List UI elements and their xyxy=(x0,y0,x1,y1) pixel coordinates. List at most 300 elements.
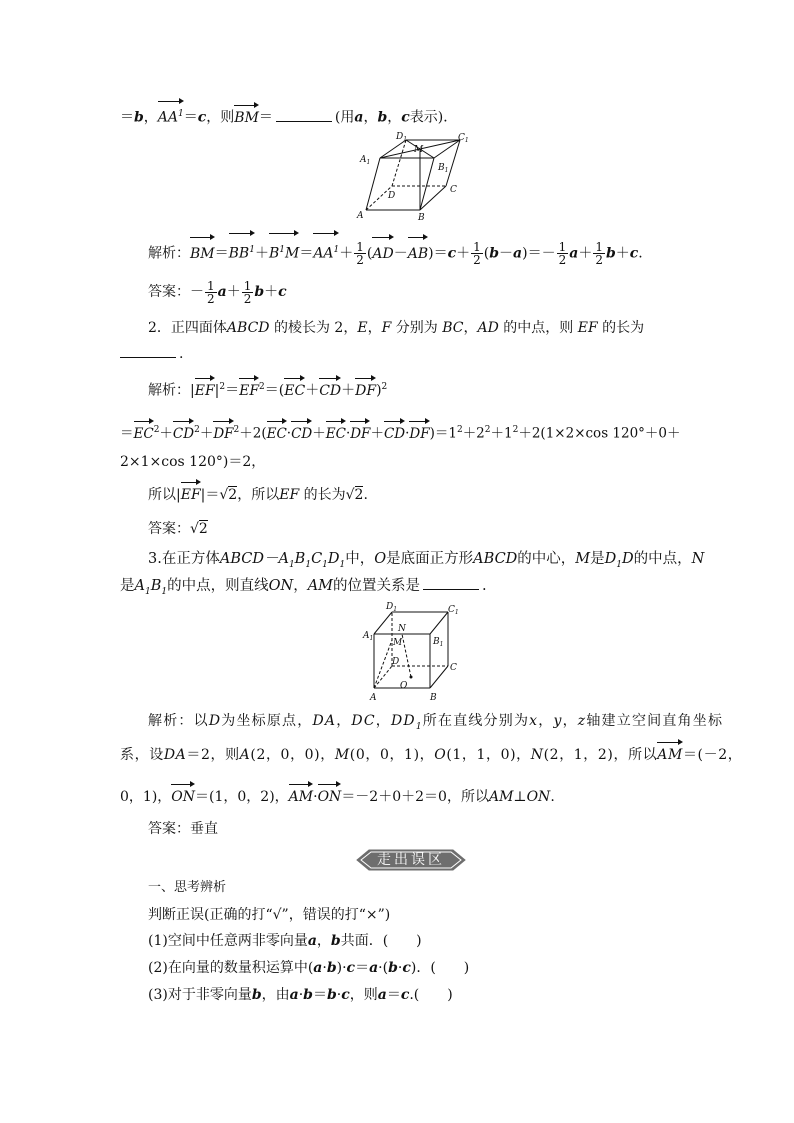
label-b1: $B_1$ xyxy=(433,637,444,648)
text: A xyxy=(239,747,251,763)
text: · xyxy=(397,960,403,976)
text: 的长为 xyxy=(602,320,645,336)
text: C xyxy=(311,551,323,567)
text: ＝ xyxy=(120,109,134,126)
text: 以 xyxy=(193,713,209,729)
text: B xyxy=(268,245,280,262)
label-a1: $A_1$ xyxy=(360,155,371,166)
sup: 2 xyxy=(219,382,226,392)
var-b: b xyxy=(251,987,262,1003)
text: ， xyxy=(363,109,378,126)
var-a: a xyxy=(377,987,387,1003)
vector: AD xyxy=(372,240,393,268)
var-c: c xyxy=(346,960,356,976)
text: ＋2 xyxy=(462,425,485,442)
var-c: c xyxy=(341,987,350,1003)
text: ＋ xyxy=(370,425,384,442)
text: O xyxy=(374,551,387,567)
numerator: 1 xyxy=(558,240,567,255)
radicand: 2 xyxy=(354,487,364,503)
var-c: c xyxy=(400,987,410,1003)
vector: CD xyxy=(383,425,406,442)
text: D xyxy=(604,551,617,567)
var-b: b xyxy=(254,284,265,300)
text: ＝ xyxy=(183,109,198,126)
vector: AM xyxy=(657,747,683,763)
label-b: B xyxy=(418,213,425,223)
var-b: b xyxy=(388,960,398,976)
denominator: 2 xyxy=(595,253,603,268)
text: DC xyxy=(351,713,376,729)
text xyxy=(134,578,168,597)
answer-label: 答案： xyxy=(148,521,190,537)
text: ) xyxy=(522,245,528,262)
edge-a1d1 xyxy=(374,612,392,634)
text: y xyxy=(553,713,563,729)
sup: 2 xyxy=(194,425,200,435)
numerator: 1 xyxy=(595,240,603,255)
text: · xyxy=(313,789,318,805)
text: ＝2，则 xyxy=(186,747,240,763)
edge-bb1 xyxy=(420,158,434,210)
var-a: a xyxy=(369,960,379,976)
var-b: b xyxy=(303,987,313,1003)
answer-value: 垂直 xyxy=(190,821,218,837)
text: D xyxy=(327,551,340,567)
text: BB xyxy=(228,245,250,262)
text: ＝－2＋0＋2＝0，所以 xyxy=(341,789,489,805)
denominator: 2 xyxy=(473,253,481,268)
text: ， xyxy=(367,320,382,336)
text: ＝ xyxy=(299,245,314,262)
label-a1: $A_1$ xyxy=(363,631,374,642)
text: (0，0，1)， xyxy=(349,747,435,763)
text: | xyxy=(214,382,220,399)
solution-label: 解析： xyxy=(148,382,190,399)
var-c: c xyxy=(402,960,411,976)
text: ＝ xyxy=(386,987,401,1003)
var-a: a xyxy=(313,960,323,976)
label-d1: $D_1$ xyxy=(396,132,408,143)
text: D xyxy=(622,551,634,567)
text: ＋ xyxy=(615,245,630,262)
text xyxy=(604,551,634,570)
edge-bc xyxy=(430,666,448,688)
section-intro: 判断正误(正确的打“√”，错误的打“×”) xyxy=(148,907,391,923)
text xyxy=(390,713,423,732)
p3-question-line2 xyxy=(120,576,487,602)
text: ＝ xyxy=(120,425,134,442)
text: ＝ xyxy=(258,109,273,126)
vector: EC xyxy=(284,382,306,399)
text: 的中点，则 xyxy=(503,320,574,336)
vector: CD xyxy=(319,382,342,399)
var-a: a xyxy=(513,245,523,262)
denominator: 2 xyxy=(207,291,215,306)
var-a: a xyxy=(217,284,227,300)
text: ，由 xyxy=(261,987,290,1003)
text: · xyxy=(405,425,410,442)
text: ， xyxy=(562,713,578,729)
text: ＋2( xyxy=(239,425,267,442)
text: ON xyxy=(268,578,294,594)
text: x xyxy=(529,713,539,729)
sub: 1 xyxy=(305,559,312,570)
p3-answer xyxy=(148,819,218,839)
radicand: 2 xyxy=(198,521,208,537)
text: 是 xyxy=(120,578,135,594)
var-a: a xyxy=(569,245,579,262)
text xyxy=(219,551,346,570)
text: E xyxy=(357,320,368,336)
vector: EC xyxy=(133,425,154,442)
label-n: N xyxy=(398,624,406,634)
vector: DF xyxy=(409,425,430,442)
text: ABCD－A xyxy=(219,551,289,567)
text: BC xyxy=(442,320,464,336)
p3-solution-line3 xyxy=(120,787,555,807)
answer-paren[interactable]: 共面．( ) xyxy=(340,933,422,949)
judge-item-2 xyxy=(148,958,469,978)
var-c: c xyxy=(629,245,639,262)
text: ·( xyxy=(378,960,389,976)
text: · xyxy=(345,425,351,442)
text: 所在直线分别为 xyxy=(422,713,530,729)
text: ＝ xyxy=(225,382,240,399)
answer-blank[interactable] xyxy=(120,345,176,358)
text: AM xyxy=(488,789,514,805)
label-d: D xyxy=(392,657,400,667)
sub: 1 xyxy=(288,559,295,570)
text: ， xyxy=(293,578,308,594)
label-m: M xyxy=(414,145,424,155)
text: ) xyxy=(376,382,382,399)
text: － xyxy=(499,245,514,262)
text: 的中心， xyxy=(517,551,576,567)
vector xyxy=(269,236,299,268)
label-b1: $B_1$ xyxy=(438,163,449,174)
text: ＝ xyxy=(433,245,448,262)
sup: 2 xyxy=(456,425,463,435)
text: ON xyxy=(526,789,551,805)
text: )· xyxy=(336,960,347,976)
text: ＋2(1×2×cos 120°＋0＋ xyxy=(518,425,681,442)
text: B xyxy=(150,578,162,594)
numerator: 1 xyxy=(356,240,364,255)
text: ( xyxy=(366,245,373,262)
text: (2，0，0)， xyxy=(250,747,335,763)
text: ) xyxy=(428,245,434,262)
sup: 1 xyxy=(279,245,285,255)
p2-solution-line2 xyxy=(120,420,681,444)
p3-solution-line2 xyxy=(120,745,742,765)
text: (3)对于非零向量 xyxy=(148,987,252,1003)
text: ， xyxy=(387,109,402,126)
text: . xyxy=(363,487,368,503)
sub: 1 xyxy=(339,559,346,570)
var-c: c xyxy=(197,109,207,126)
text: 是底面正方形 xyxy=(386,551,474,567)
fraction-half xyxy=(205,280,217,305)
label-a: A xyxy=(357,211,364,221)
var-b: b xyxy=(330,933,341,949)
label-b: B xyxy=(430,693,437,703)
label-d1: $D_1$ xyxy=(386,602,398,613)
text: DA xyxy=(312,713,337,729)
label-a: A xyxy=(370,693,377,703)
text: (2，1，2)，所以 xyxy=(543,747,658,763)
vector: EF xyxy=(194,382,215,399)
sqrt: √2 xyxy=(190,521,208,537)
label-d: D xyxy=(388,191,396,201)
vector: AM xyxy=(288,789,314,805)
judge-item-3 xyxy=(148,985,453,1005)
text: N xyxy=(530,747,544,763)
text: · xyxy=(286,425,292,442)
answer-paren[interactable]: )．( ) xyxy=(410,960,470,976)
edge-ad xyxy=(374,666,392,688)
text: 的长为 xyxy=(303,487,346,503)
p1-solution xyxy=(148,236,643,268)
vector xyxy=(229,236,255,268)
text: ＋ xyxy=(254,245,269,262)
var-c: c xyxy=(447,245,457,262)
text: ＋ xyxy=(456,245,471,262)
var-c: c xyxy=(278,284,287,300)
text: ＋ xyxy=(578,245,593,262)
text: ＋ xyxy=(341,382,356,399)
vector: CD xyxy=(172,425,195,442)
text: ，所以 xyxy=(237,487,280,503)
text: )＝1 xyxy=(429,425,457,442)
sup: 2 xyxy=(512,425,519,435)
sub: 1 xyxy=(161,586,168,597)
text: 2×1×cos 120°)＝2， xyxy=(120,454,266,470)
answer-paren[interactable]: .( ) xyxy=(409,987,453,1003)
numerator: 1 xyxy=(207,278,215,293)
text: EF xyxy=(577,320,598,336)
text: ，则 xyxy=(206,109,235,126)
text: · xyxy=(322,960,327,976)
sup: 1 xyxy=(333,245,340,255)
var-b: b xyxy=(326,987,337,1003)
vector: DF xyxy=(355,382,377,399)
solution-label: 解析： xyxy=(148,713,194,729)
sup: 2 xyxy=(259,382,265,392)
sub: 1 xyxy=(144,586,151,597)
text: O xyxy=(434,747,447,763)
seg-am xyxy=(374,640,392,688)
text: ＋ xyxy=(305,382,320,399)
answer-blank[interactable] xyxy=(423,577,479,590)
text: AA xyxy=(157,109,179,126)
vector: EC xyxy=(266,425,287,442)
text: 分别为 xyxy=(395,320,438,336)
text: ＋ xyxy=(312,425,326,442)
text: A xyxy=(134,578,145,594)
vector: DF xyxy=(350,425,371,442)
text: z xyxy=(577,713,587,729)
text: |＝ xyxy=(200,487,220,503)
p2-solution-line3 xyxy=(120,452,265,472)
edge-dd1 xyxy=(392,140,406,186)
sub: 1 xyxy=(415,721,423,732)
label-m: M xyxy=(393,638,403,648)
vector: ON xyxy=(317,789,342,805)
text: ＝－ xyxy=(527,245,556,262)
text: . xyxy=(638,245,643,262)
var-c: c xyxy=(401,109,410,126)
text: 的中点，则直线 xyxy=(167,578,269,594)
seg-on xyxy=(402,634,411,677)
p3-question-line1 xyxy=(148,549,704,575)
vector-aa1 xyxy=(158,104,184,128)
denominator: 2 xyxy=(558,253,567,268)
sup: 2 xyxy=(381,382,388,392)
judge-item-1 xyxy=(148,931,422,951)
text: ＋ xyxy=(264,284,279,300)
text: 所以| xyxy=(148,487,181,503)
fraction-half xyxy=(557,241,569,266)
text: 是 xyxy=(590,551,605,567)
text: ，则 xyxy=(349,987,378,1003)
text: ， xyxy=(375,713,391,729)
vector-bm: BM xyxy=(234,109,259,126)
text: M xyxy=(334,747,350,763)
vector: EF xyxy=(180,487,201,503)
sqrt: √2 xyxy=(345,487,364,503)
text: ＋ xyxy=(199,425,214,442)
text: ＝( xyxy=(264,382,285,399)
text: AA xyxy=(313,245,334,262)
vector: BM xyxy=(190,240,215,268)
text: ， xyxy=(463,320,478,336)
text: ＝(－2， xyxy=(682,747,743,763)
text: (1)空间中任意两非零向量 xyxy=(148,933,308,949)
text: ( xyxy=(483,245,490,262)
text: (用 xyxy=(334,109,355,126)
text: · xyxy=(336,987,342,1003)
text: N xyxy=(691,551,705,567)
fraction-half xyxy=(242,280,254,305)
vector: CD xyxy=(291,425,313,442)
p1-answer xyxy=(148,278,287,306)
text: 表示)． xyxy=(409,109,458,126)
fraction-half xyxy=(471,241,483,266)
section-title: 一、思考辨析 xyxy=(148,880,227,895)
edge-cc1 xyxy=(446,140,460,186)
text: 为坐标原点， xyxy=(221,713,313,729)
edge-b1c1 xyxy=(430,612,448,634)
sub: 1 xyxy=(616,559,623,570)
var-b: b xyxy=(326,960,337,976)
text: ＝ xyxy=(214,245,229,262)
var-a: a xyxy=(307,933,317,949)
banner-text: 走出误区 xyxy=(377,852,445,868)
text: － xyxy=(190,284,204,300)
vector: EF xyxy=(239,382,260,399)
text: ABCD xyxy=(226,320,270,336)
text: 轴建立空间直角坐标 xyxy=(586,713,724,729)
text: D xyxy=(208,713,222,729)
edge-bc xyxy=(420,186,446,210)
text: ⊥ xyxy=(513,789,527,805)
vector xyxy=(313,236,339,268)
text: . xyxy=(550,789,555,805)
text: 中， xyxy=(345,551,375,567)
denominator: 2 xyxy=(243,291,252,306)
text: ＋ xyxy=(226,284,241,300)
text: 2．正四面体 xyxy=(148,320,227,336)
text: ， xyxy=(316,933,331,949)
text: | xyxy=(190,382,195,399)
numerator: 1 xyxy=(243,278,252,293)
sqrt: √2 xyxy=(219,487,238,503)
text: · xyxy=(298,987,304,1003)
answer-blank[interactable] xyxy=(276,109,332,122)
var-b: b xyxy=(134,109,144,126)
text: 3.在正方体 xyxy=(148,551,220,567)
p3-solution-line1 xyxy=(148,711,723,737)
label-c: C xyxy=(450,185,457,195)
text: ， xyxy=(336,713,352,729)
answer-label: 答案： xyxy=(148,821,190,837)
text: ＋ xyxy=(339,245,354,262)
radicand: 2 xyxy=(228,487,238,503)
text: . xyxy=(482,578,487,594)
var-a: a xyxy=(289,987,299,1003)
text: ＋1 xyxy=(490,425,513,442)
text: DA xyxy=(163,747,187,763)
text: ＝(1，0，2)， xyxy=(195,789,289,805)
text: (2)在向量的数量积运算中( xyxy=(148,960,314,976)
solution-label: 解析： xyxy=(148,245,190,262)
text: 的中点， xyxy=(633,551,692,567)
sub: 1 xyxy=(322,559,328,570)
label-c1: $C_1$ xyxy=(448,605,459,616)
sup: 2 xyxy=(153,425,160,435)
answer-label: 答案： xyxy=(148,284,190,300)
fraction-half xyxy=(593,241,605,266)
text: M xyxy=(284,245,300,262)
label-c: C xyxy=(450,663,457,673)
var-a: a xyxy=(354,109,364,126)
p2-solution-line1 xyxy=(148,377,387,401)
vector: DF xyxy=(213,425,234,442)
var-b: b xyxy=(377,109,388,126)
var-b: b xyxy=(489,245,500,262)
text: DD xyxy=(390,713,416,729)
p2-solution-line4 xyxy=(148,485,368,505)
text: ABCD xyxy=(473,551,518,567)
vector: EC xyxy=(325,425,346,442)
text: 0，1)， xyxy=(120,789,172,805)
text: ， xyxy=(143,109,158,126)
text: B xyxy=(294,551,306,567)
text: 的位置关系是 xyxy=(333,578,421,594)
p2-answer xyxy=(148,519,208,539)
text: AM xyxy=(307,578,334,594)
text: . xyxy=(179,346,184,362)
p2-question-line2 xyxy=(120,344,183,364)
sup: 2 xyxy=(484,425,491,435)
vector: AB xyxy=(408,240,428,268)
sup: 2 xyxy=(233,425,240,435)
point-o xyxy=(410,676,413,679)
text: ＝ xyxy=(312,987,327,1003)
text: 的棱长为 2， xyxy=(273,320,358,336)
denominator: 2 xyxy=(356,253,364,268)
